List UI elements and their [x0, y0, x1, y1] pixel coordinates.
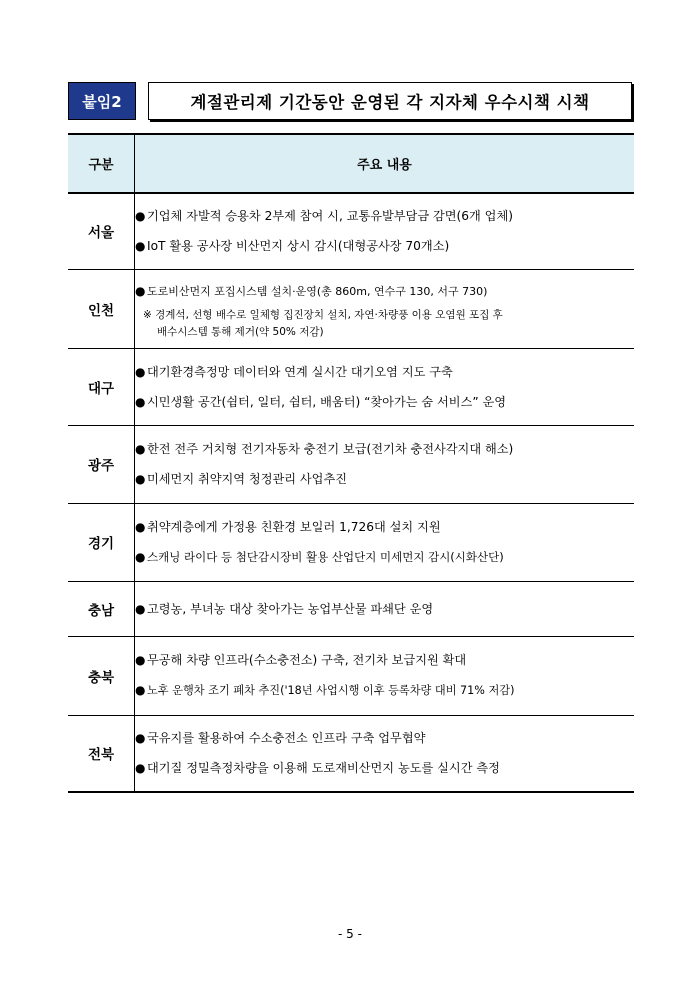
bullet-icon: ●: [135, 683, 146, 697]
bullet-icon: ●: [135, 550, 146, 564]
list-item: ● 스캐닝 라이다 등 첨단감시장비 활용 산업단지 미세먼지 감시(시화산단): [135, 542, 634, 572]
table-row-seoul: [68, 193, 634, 269]
table-row-daegu: [68, 348, 634, 425]
bullet-icon: ●: [135, 761, 146, 776]
bullet-icon: ●: [135, 472, 146, 486]
list-item: ● 미세먼지 취약지역 청정관리 사업추진: [135, 464, 634, 494]
table-row-chungbuk: [68, 636, 634, 715]
list-item: ● 무공해 차량 인프라(수소충전소) 구축, 전기차 보급지원 확대: [135, 645, 634, 675]
list-item: ● 국유지를 활용하여 수소충전소 인프라 구축 업무협약: [135, 723, 634, 753]
row-content: [135, 503, 635, 581]
page-number: - 5 -: [338, 927, 362, 941]
table-row-gyeonggi: [68, 503, 634, 581]
row-content: [135, 581, 635, 636]
bullet-icon: ●: [135, 731, 146, 746]
row-category: 충남: [68, 581, 135, 636]
column-header-category: 구분: [68, 134, 135, 193]
document-title: 계절관리제 기간동안 운영된 각 지자체 우수시책 시책: [148, 82, 632, 120]
row-content: [135, 193, 635, 269]
list-item: ● 취약계층에게 가정용 친환경 보일러 1,726대 설치 지원: [135, 512, 634, 542]
row-category: 대구: [68, 348, 135, 425]
list-item: ● 고령농, 부녀농 대상 찾아가는 농업부산물 파쇄단 운영: [135, 594, 634, 624]
bullet-icon: ●: [135, 364, 146, 379]
policy-table: [68, 133, 634, 793]
document-header: [68, 82, 632, 120]
list-item: ● 기업체 자발적 승용차 2부제 참여 시, 교통유발부담금 감면(6개 업체): [135, 201, 634, 231]
row-category: 서울: [68, 193, 135, 269]
table-row-chungnam: [68, 581, 634, 636]
row-content: [135, 715, 635, 792]
list-item: ● 시민생활 공간(쉼터, 일터, 쉼터, 배움터) “찾아가는 숨 서비스” 운영: [135, 387, 634, 417]
bullet-icon: ●: [135, 209, 146, 224]
list-item: ● 노후 운행차 조기 폐차 추진('18년 사업시행 이후 등록차량 대비 71% 저감): [135, 675, 634, 706]
list-item: ● 대기질 정밀측정차량을 이용해 도로재비산먼지 농도를 실시간 측정: [135, 753, 634, 783]
list-item: ● 대기환경측정망 데이터와 연계 실시간 대기오염 지도 구축: [135, 357, 634, 387]
table-row-jeonbuk: [68, 715, 634, 792]
list-item: ● 도로비산먼지 포집시스템 설치·운영(총 860m, 연수구 130, 서구 730): [135, 276, 634, 307]
note-text: ※ 경계석, 선형 배수로 일체형 집진장치 설치, 자연·차량풍 이용 오염원 포집 후 배수시스템 통해 제거(약 50% 저감): [143, 309, 503, 338]
bullet-icon: ●: [135, 394, 146, 409]
attachment-badge: 붙임2: [68, 82, 136, 120]
table-row-incheon: [68, 269, 634, 348]
row-category: 경기: [68, 503, 135, 581]
column-header-content: 주요 내용: [135, 134, 635, 193]
row-category: 인천: [68, 269, 135, 348]
row-content: [135, 348, 635, 425]
table-header-row: [68, 134, 634, 193]
list-item: ● 한전 전주 거치형 전기자동차 충전기 보급(전기차 충전사각지대 해소): [135, 434, 634, 464]
bullet-icon: ●: [135, 520, 146, 534]
row-content: [135, 636, 635, 715]
bullet-icon: ●: [135, 284, 146, 298]
bullet-icon: ●: [135, 442, 146, 456]
list-item: ● IoT 활용 공사장 비산먼지 상시 감시(대형공사장 70개소): [135, 231, 634, 261]
bullet-icon: ●: [135, 239, 146, 254]
row-category: 충북: [68, 636, 135, 715]
row-category: 광주: [68, 425, 135, 503]
row-category: 전북: [68, 715, 135, 792]
bullet-icon: ●: [135, 653, 146, 667]
row-content: [135, 425, 635, 503]
table-row-gwangju: [68, 425, 634, 503]
bullet-icon: ●: [135, 601, 146, 616]
row-content: [135, 269, 635, 348]
